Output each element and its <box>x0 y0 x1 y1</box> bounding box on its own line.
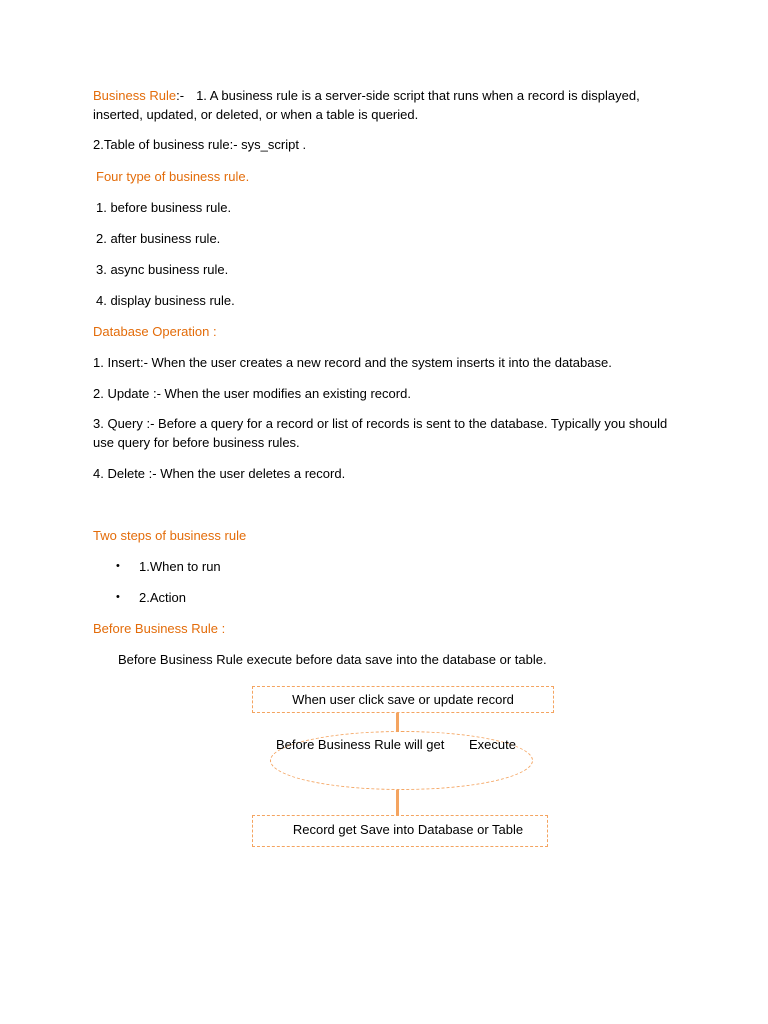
type-item: 2. after business rule. <box>96 231 221 246</box>
db-op-item-continued: use query for before business rules. <box>93 435 300 450</box>
type-item: 4. display business rule. <box>96 293 235 308</box>
flow-box-save-label: Record get Save into Database or Table <box>292 822 524 837</box>
db-op-item: 2. Update :- When the user modifies an existing record. <box>93 386 411 401</box>
db-op-item: 4. Delete :- When the user deletes a record. <box>93 466 346 481</box>
business-rule-label: Business Rule <box>93 88 177 103</box>
steps-heading: Two steps of business rule <box>93 528 247 543</box>
bullet-icon: • <box>116 591 120 603</box>
table-line: 2.Table of business rule:- sys_script . <box>93 137 307 152</box>
type-item: 1. before business rule. <box>96 200 232 215</box>
flow-ellipse-label: Before Business Rule will get <box>276 737 445 752</box>
flow-connector <box>396 790 399 816</box>
types-heading: Four type of business rule. <box>96 169 250 184</box>
before-description: Before Business Rule execute before data save into the database or table. <box>118 652 547 667</box>
step-item: 1.When to run <box>139 559 221 574</box>
flow-box-trigger-label: When user click save or update record <box>292 692 514 707</box>
intro-separator: :- <box>176 88 185 103</box>
intro-line-1 <box>93 86 640 105</box>
db-op-item: 1. Insert:- When the user creates a new record and the system inserts it into the database. <box>93 355 612 370</box>
db-ops-heading: Database Operation : <box>93 324 217 339</box>
intro-line-2: inserted, updated, or deleted, or when a table is queried. <box>93 107 419 122</box>
flow-connector <box>396 713 399 732</box>
type-item: 3. async business rule. <box>96 262 229 277</box>
intro-definition: 1. A business rule is a server-side script that runs when a record is displayed, <box>196 88 640 103</box>
db-op-item: 3. Query :- Before a query for a record or list of records is sent to the database. Typically you should <box>93 416 668 431</box>
before-heading: Before Business Rule : <box>93 621 226 636</box>
flow-ellipse-label-execute: Execute <box>469 737 516 752</box>
bullet-icon: • <box>116 560 120 572</box>
step-item: 2.Action <box>139 590 186 605</box>
